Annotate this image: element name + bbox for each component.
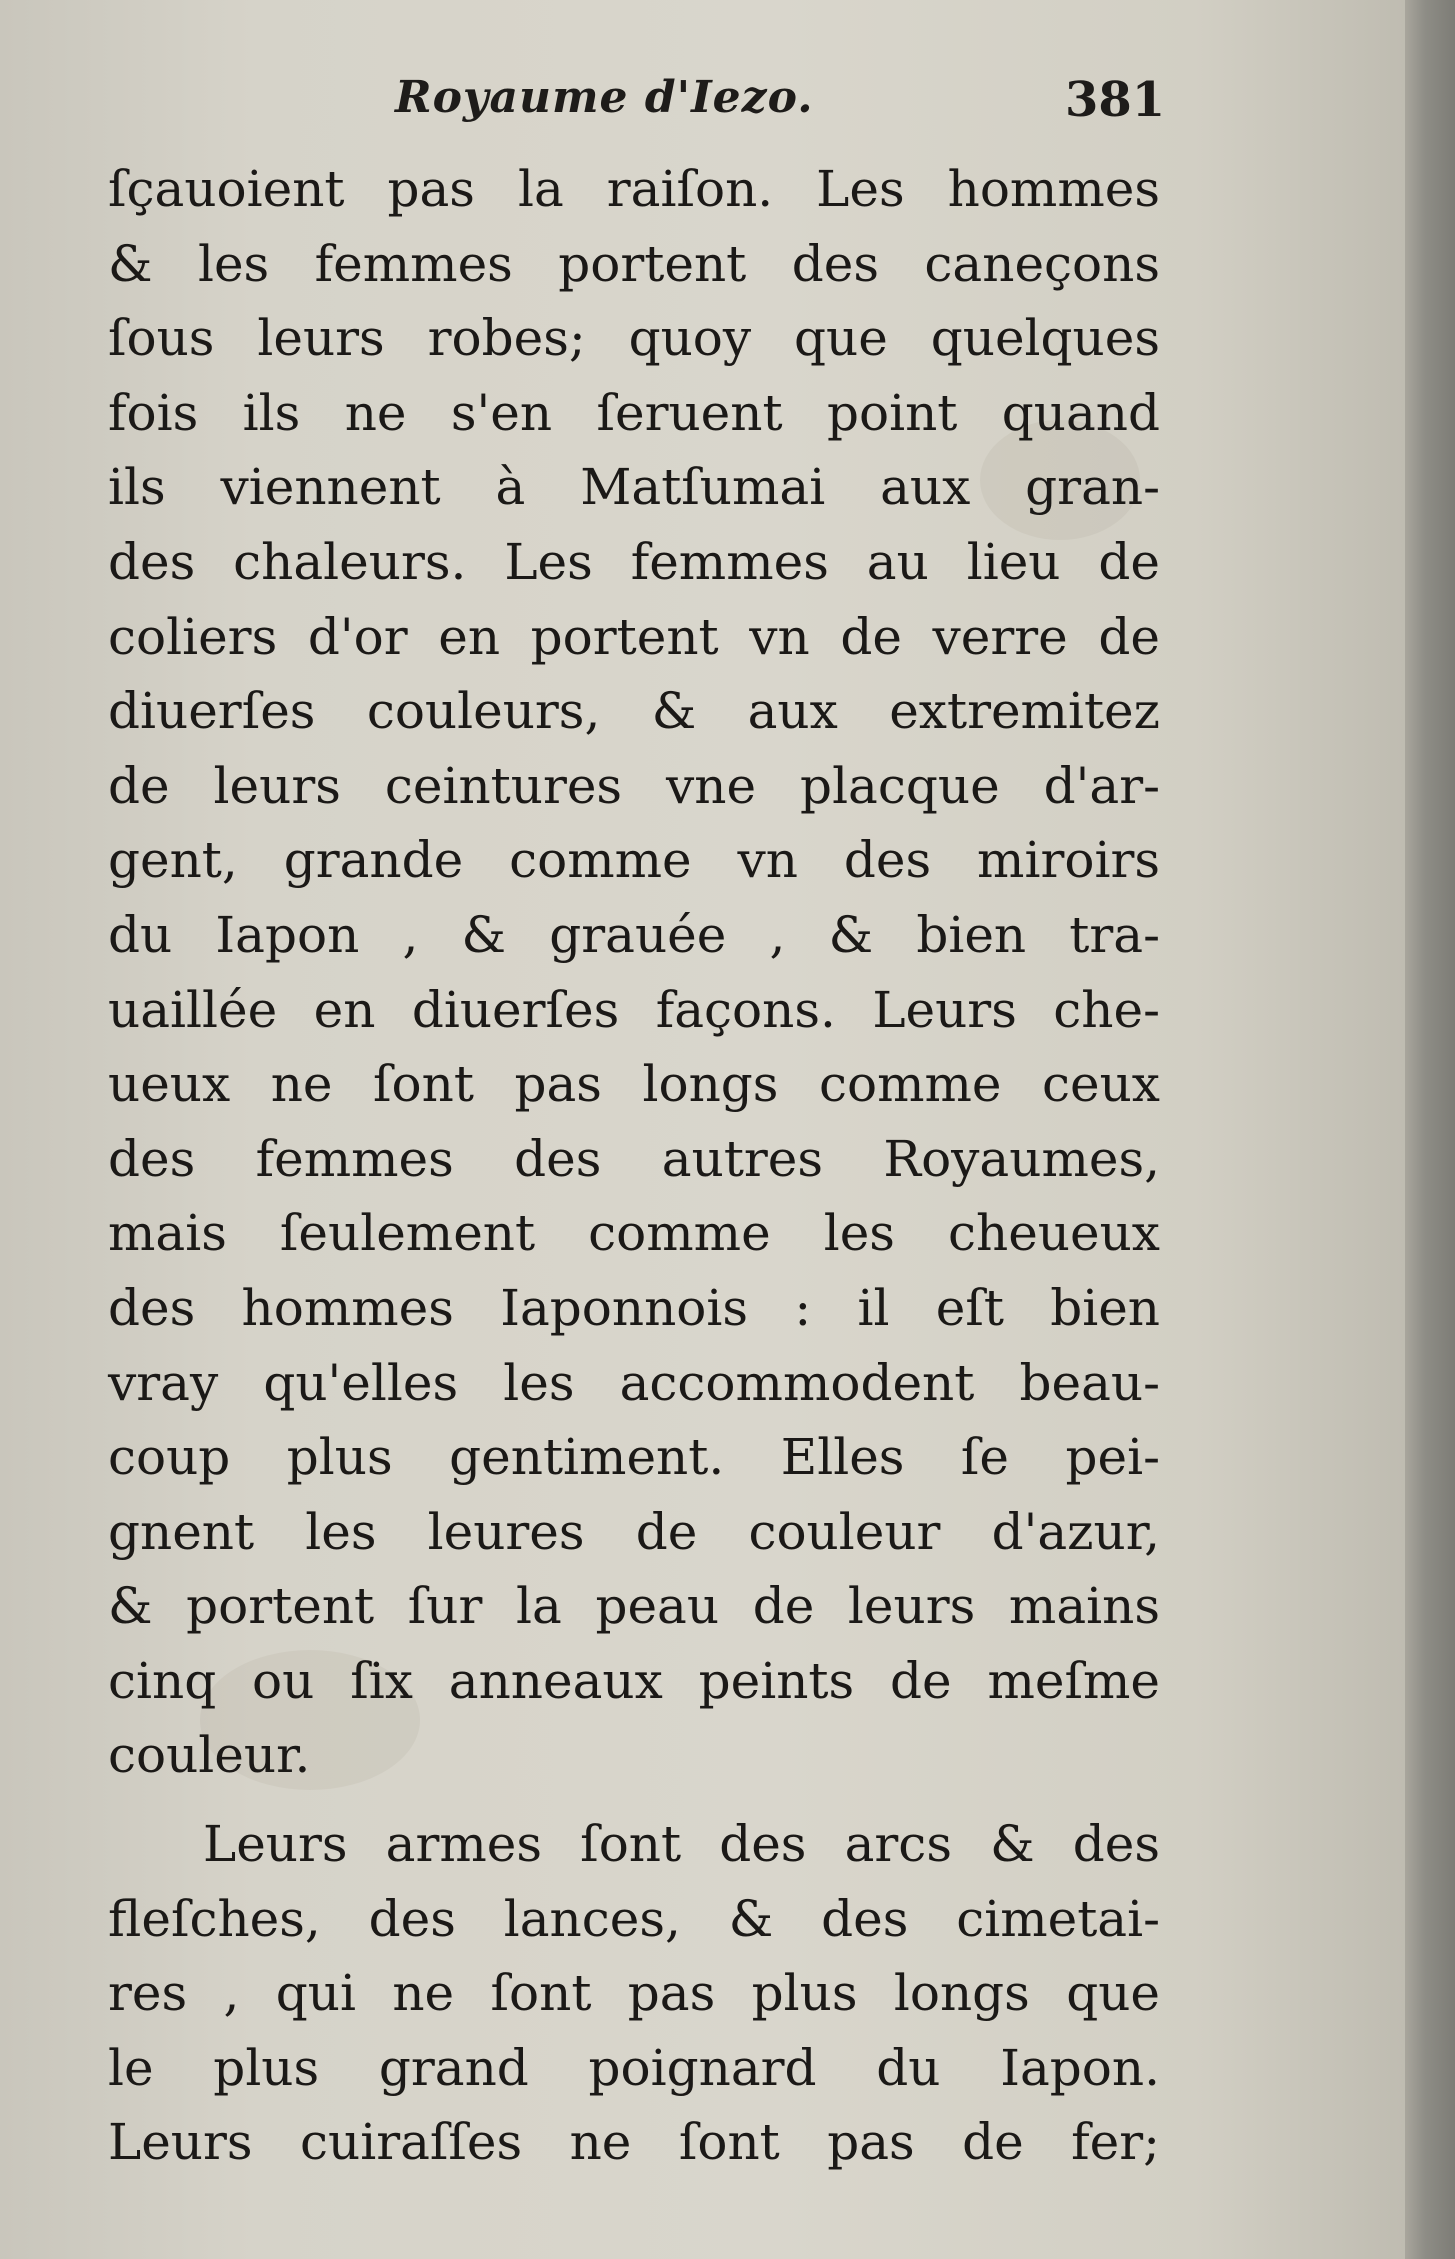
text-line: res , qui ne ſont pas plus longs que [108,1964,1160,2023]
text-line: cinq ou ſix anneaux peints de meſme [108,1651,1160,1710]
paragraph [108,1807,1160,2180]
paragraph [108,152,1160,1793]
page-number: 381 [1065,72,1166,128]
adjacent-page-edge [1405,0,1455,2259]
text-line: & les femmes portent des caneçons [108,234,1160,293]
text-line: Leurs armes ſont des arcs & des [203,1815,1160,1874]
text-line: ſous leurs robes; quoy que quelques [108,309,1160,368]
text-line: des hommes Iaponnois : il eſt bien [108,1278,1160,1337]
text-line: coup plus gentiment. Elles ſe pei- [108,1428,1160,1487]
text-line: fois ils ne s'en ſeruent point quand [108,383,1160,442]
text-line: ils viennent à Matſumai aux gran- [108,458,1160,517]
text-line: ueux ne ſont pas longs comme ceux [108,1055,1160,1114]
text-line: des chaleurs. Les femmes au lieu de [108,532,1160,591]
text-line: mais ſeulement comme les cheueux [108,1204,1160,1263]
text-line: coliers d'or en portent vn de verre de [108,607,1160,666]
text-line: & portent ſur la peau de leurs mains [108,1577,1160,1636]
text-line: gnent les leures de couleur d'azur, [108,1502,1160,1561]
running-title: Royaume d'Iezo. [395,72,814,123]
text-line: des femmes des autres Royaumes, [108,1129,1160,1188]
text-line: de leurs ceintures vne placque d'ar- [108,756,1160,815]
text-line: le plus grand poignard du Iapon. [108,2038,1160,2097]
text-line: diuerſes couleurs, & aux extremitez [108,682,1160,741]
text-line: vray qu'elles les accommodent beau- [108,1353,1160,1412]
text-line: fleſches, des lances, & des cimetai- [108,1889,1160,1948]
text-line: ſçauoient pas la raiſon. Les hommes [108,160,1160,218]
body-text [108,152,1160,2180]
text-line: uaillée en diuerſes façons. Leurs che- [108,980,1160,1039]
paragraph-gap [108,1793,1160,1807]
text-line: gent, grande comme vn des miroirs [108,831,1160,890]
page-header [0,72,1405,142]
text-line: couleur. [108,1726,311,1785]
text-line: Leurs cuiraſſes ne ſont pas de fer; [108,2113,1160,2172]
text-line: du Iapon , & grauée , & bien tra- [108,905,1160,964]
